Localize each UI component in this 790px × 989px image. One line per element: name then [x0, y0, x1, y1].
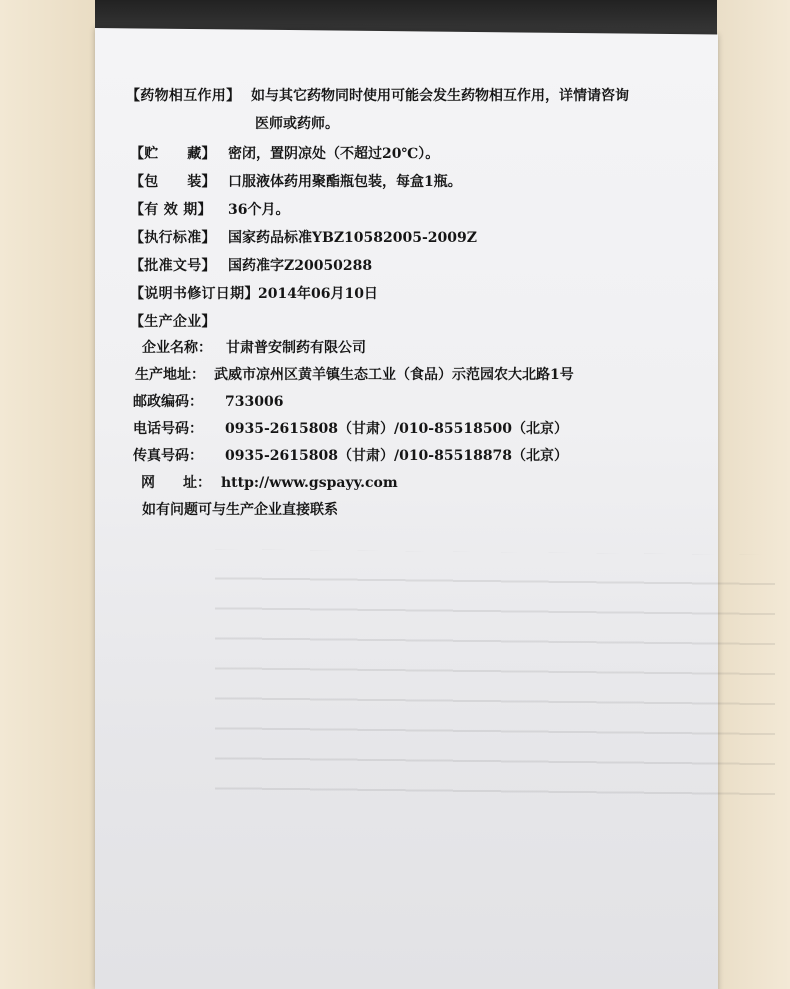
packaging-label: 【包 装】: [130, 174, 216, 190]
packaging-text: 口服液体药用聚酯瓶包装，每盒1瓶。: [228, 174, 462, 190]
revision-text: 2014年06月10日: [258, 286, 378, 302]
approval-label: 【批准文号】: [130, 258, 216, 274]
approval-text: 国药准字Z20050288: [228, 258, 373, 274]
interaction-text-continued: 医师或药师。: [255, 116, 339, 132]
packaging-row: [130, 172, 690, 192]
manufacturer-label: 【生产企业】: [130, 314, 216, 330]
interaction-row: [126, 86, 690, 106]
company-name-row: [130, 338, 690, 358]
company-address-label: 生产地址：: [135, 367, 205, 383]
revision-row: [130, 284, 690, 304]
contact-note: 如有问题可与生产企业直接联系: [142, 502, 338, 518]
manufacturer-row: [130, 312, 690, 332]
storage-label: 【贮 藏】: [130, 146, 216, 162]
validity-text: 36个月。: [228, 202, 290, 218]
company-website-row: [130, 473, 690, 493]
company-fax-row: [130, 446, 690, 466]
company-address-value: 武威市凉州区黄羊镇生态工业（食品）示范园农大北路1号: [214, 367, 574, 383]
company-phone-label: 电话号码：: [133, 421, 203, 437]
company-address-row: [130, 365, 690, 385]
company-name-value: 甘肃普安制药有限公司: [226, 340, 366, 356]
company-postcode-label: 邮政编码：: [133, 394, 203, 410]
storage-row: [130, 144, 690, 164]
background-left: [0, 0, 100, 989]
company-website-label: 网 址：: [141, 475, 211, 491]
company-phone-row: [130, 419, 690, 439]
interaction-text: 如与其它药物同时使用可能会发生药物相互作用，详情请咨询: [251, 88, 629, 104]
validity-row: [130, 200, 690, 220]
company-name-label: 企业名称：: [142, 340, 212, 356]
revision-label: 【说明书修订日期】: [130, 286, 259, 302]
storage-text: 密闭，置阴凉处（不超过20℃）。: [228, 146, 440, 162]
leaflet-content: [126, 86, 690, 520]
validity-label: 【有 效 期】: [130, 202, 212, 218]
standard-text: 国家药品标准YBZ10582005-2009Z: [228, 230, 477, 246]
company-postcode-value: 733006: [225, 394, 284, 410]
standard-label: 【执行标准】: [130, 230, 216, 246]
approval-row: [130, 256, 690, 276]
company-fax-label: 传真号码：: [133, 448, 203, 464]
company-phone-value: 0935-2615808（甘肃）/010-85518500（北京）: [225, 421, 569, 437]
standard-row: [130, 228, 690, 248]
show-through-text: [215, 549, 775, 815]
background-right: [710, 0, 790, 989]
interaction-label: 【药物相互作用】: [126, 88, 241, 104]
company-website-value: http://www.gspayy.com: [221, 475, 398, 491]
company-fax-value: 0935-2615808（甘肃）/010-85518878（北京）: [225, 448, 569, 464]
company-postcode-row: [130, 392, 690, 412]
